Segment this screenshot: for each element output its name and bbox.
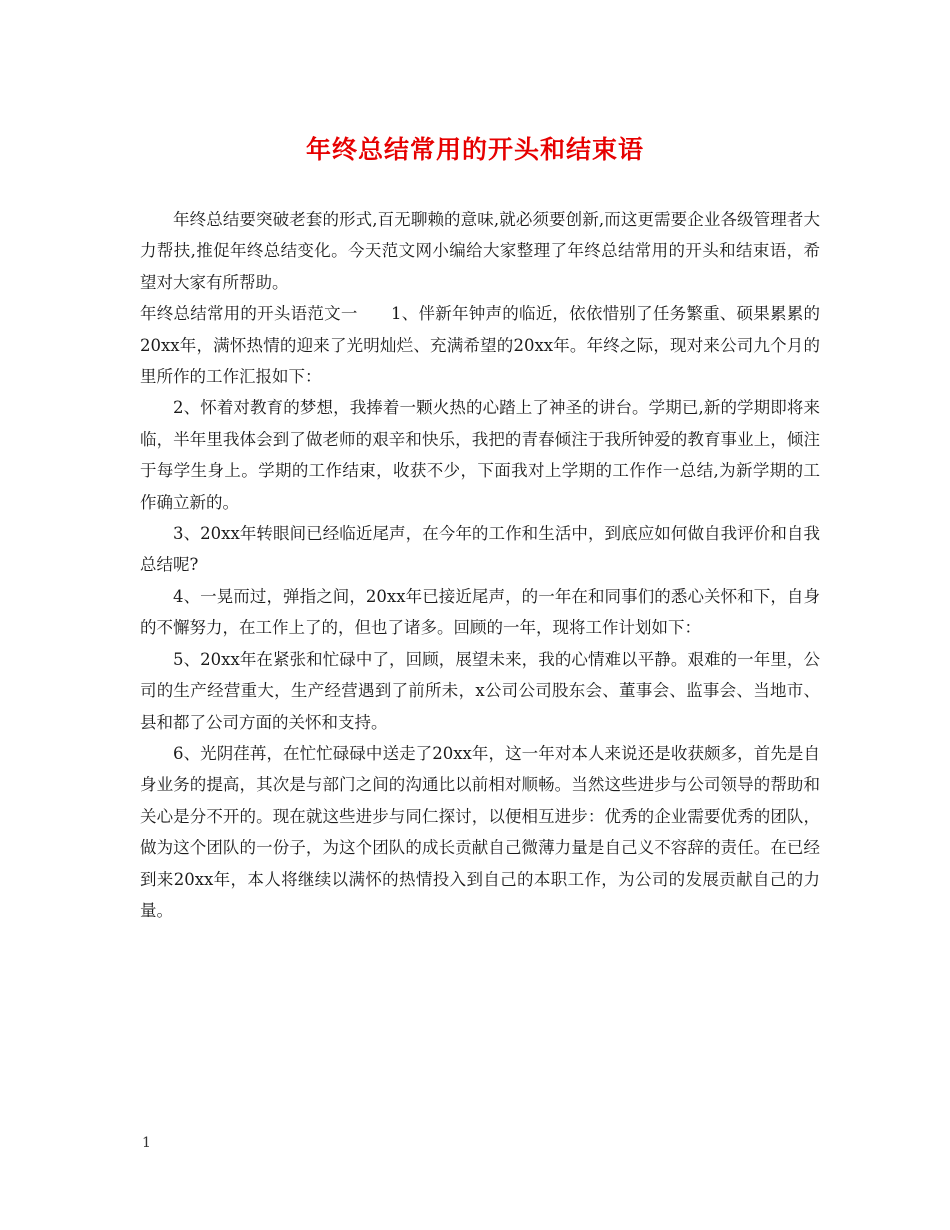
paragraph-item-5: 5、20xx年在紧张和忙碌中了，回顾，展望未来，我的心情难以平静。艰难的一年里，公司的生产经营重大，生产经营遇到了前所未，x公司公司股东会、董事会、监事会、当地市、县和都了公司方面的关怀和支持。 bbox=[140, 649, 820, 732]
paragraph-item-4: 4、一晃而过，弹指之间，20xx年已接近尾声，的一年在和同事们的悉心关怀和下，自身的不懈努力，在工作上了的，但也了诸多。回顾的一年，现将工作计划如下： bbox=[140, 586, 820, 638]
paragraph-item-2: 2、怀着对教育的梦想，我捧着一颗火热的心踏上了神圣的讲台。学期已,新的学期即将来临，半年里我体会到了做老师的艰辛和快乐，我把的青春倾注于我所钟爱的教育事业上，倾注于每学生身上。学期的工作结束，收获不少，下面我对上学期的工作作一总结,为新学期的工作确立新的。 bbox=[140, 398, 820, 512]
page-number: 1 bbox=[142, 1135, 151, 1151]
paragraph-section-1: 年终总结常用的开头语范文一 1、伴新年钟声的临近，依依惜别了任务繁重、硕果累累的20xx年，满怀热情的迎来了光明灿烂、充满希望的20xx年。年终之际，现对来公司九个月的里所作的工作汇报如下： bbox=[140, 304, 820, 387]
document-title: 年终总结常用的开头和结束语 bbox=[305, 135, 644, 164]
paragraph-item-3: 3、20xx年转眼间已经临近尾声，在今年的工作和生活中，到底应如何做自我评价和自我总结呢? bbox=[140, 524, 820, 575]
paragraph-intro: 年终总结要突破老套的形式,百无聊赖的意味,就必须要创新,而这更需要企业各级管理者大力帮扶,推促年终总结变化。今天范文网小编给大家整理了年终总结常用的开头和结束语，希望对大家有所帮助。 bbox=[140, 210, 820, 292]
paragraph-item-6: 6、光阴荏苒，在忙忙碌碌中送走了20xx年，这一年对本人来说还是收获颇多，首先是自身业务的提高，其次是与部门之间的沟通比以前相对顺畅。当然这些进步与公司领导的帮助和关心是分不开的。现在就这些进步与同仁探讨，以便相互进步：优秀的企业需要优秀的团队，做为这个团队的一份子，为这个团队的成长贡献自己微薄力量是自己义不容辞的责任。在已经到来20xx年，本人将继续以满怀的热情投入到自己的本职工作，为公司的发展贡献自己的力量。 bbox=[140, 743, 820, 920]
document-body bbox=[140, 204, 820, 926]
